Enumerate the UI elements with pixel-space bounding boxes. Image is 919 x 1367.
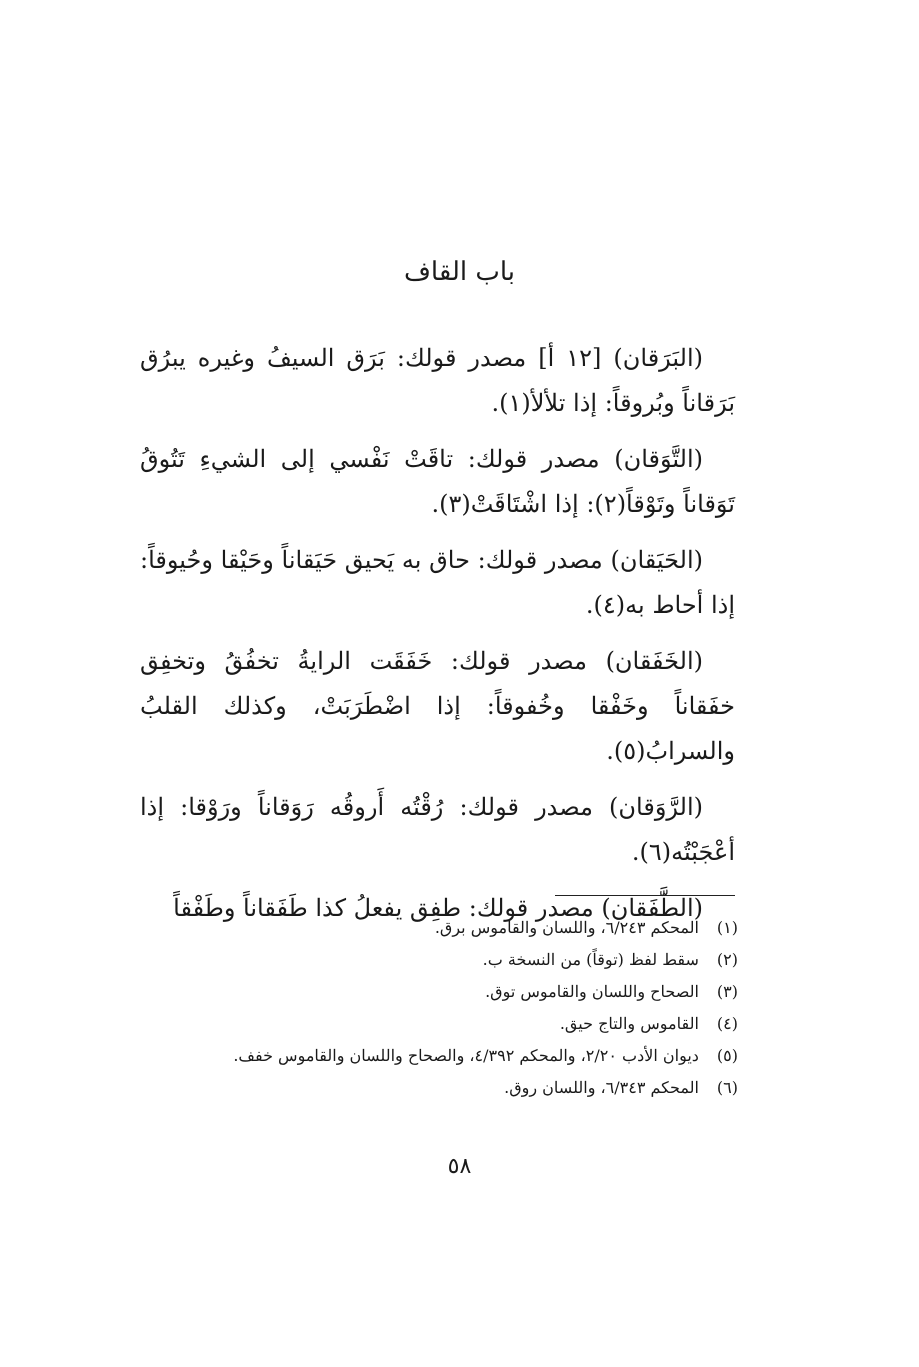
footnote-4 [120, 1008, 738, 1040]
footnote-number: (٥) [716, 1046, 738, 1065]
footnote-divider [555, 895, 735, 896]
page-number: ٥٨ [447, 1154, 472, 1179]
footnote-text: المحكم ٦/٣٤٣، واللسان روق. [504, 1078, 699, 1097]
entry-khafaqan: (الخَفَقان) مصدر قولك: خَفَقَت الرايةُ تخفُقُ وتخفِق خفَقاناً وخَفْقا وخُفوقاً: إذا اضْطَرَبَتْ، وكذلك القلبُ والسرابُ(٥). [140, 647, 735, 765]
footnote-1 [120, 912, 738, 944]
entry-hayaqan: (الحَيَقان) مصدر قولك: حاق به يَحيق حَيَقاناً وحَيْقا وحُيوقاً: إذا أحاط به(٤). [140, 546, 735, 619]
footnote-number: (٤) [716, 1014, 738, 1033]
footnote-number: (١) [716, 918, 738, 937]
entry-tawaqan: (التَّوَقان) مصدر قولك: تاقَتْ نَفْسي إلى الشيءِ تَتُوقُ تَوَقاناً وتَوْقاً(٢): إذا اشْتَاقَتْ(٣). [140, 445, 735, 518]
footnote-text: سقط لفظ (توقاً) من النسخة ب. [482, 950, 699, 969]
footnote-number: (٢) [716, 950, 738, 969]
footnote-number: (٦) [716, 1078, 738, 1097]
chapter-title: باب القاف [403, 257, 516, 287]
entry-rawaqan: (الرَّوَقان) مصدر قولك: رُقْتُه أَروقُه رَوَقاناً ورَوْقا: إذا أعْجَبْتُه(٦). [140, 793, 735, 866]
footnote-number: (٣) [716, 982, 738, 1001]
footnote-text: المحكم ٦/٢٤٣، واللسان والقاموس برق. [434, 918, 699, 937]
footnote-text: ديوان الأدب ٢/٢٠، والمحكم ٤/٣٩٢، والصحاح واللسان والقاموس خفف. [233, 1046, 699, 1065]
footnote-text: القاموس والتاج حيق. [559, 1014, 699, 1033]
entry-tafaqan: (الطَّفَقان) مصدر قولك: طفِق يفعلُ كذا طَفَقاناً وطَفْقاً [173, 894, 703, 922]
footnote-5 [120, 1040, 738, 1072]
footnote-6 [120, 1072, 738, 1104]
footnotes [120, 912, 738, 1104]
entry-barqan: (البَرَقان) [١٢ أ] مصدر قولك: بَرَق السيفُ وغيره يبرُق بَرَقاناً وبُروقاً: إذا تلألأ(١). [140, 344, 735, 417]
footnote-text: الصحاح واللسان والقاموس توق. [485, 982, 699, 1001]
body-text [140, 336, 735, 942]
footnote-2 [120, 944, 738, 976]
footnote-3 [120, 976, 738, 1008]
